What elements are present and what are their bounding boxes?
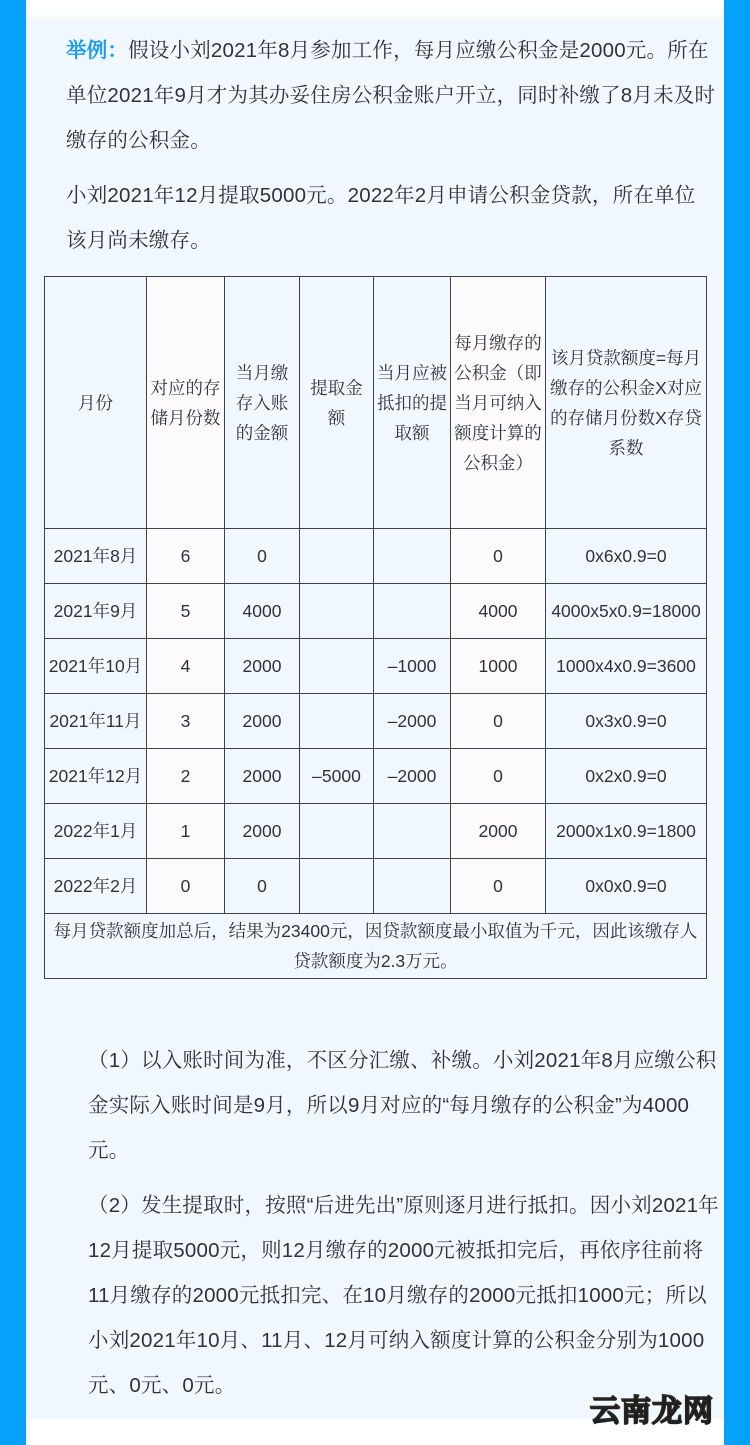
- cell-deposit: 2000: [225, 804, 300, 859]
- header-month: 月份: [45, 277, 147, 529]
- cell-formula: 4000x5x0.9=18000: [546, 584, 707, 639]
- cell-offset: –1000: [374, 639, 451, 694]
- cell-deposit: 4000: [225, 584, 300, 639]
- cell-deposit: 2000: [225, 694, 300, 749]
- cell-countable: 4000: [451, 584, 546, 639]
- table-row: [45, 694, 707, 749]
- table-row: [45, 749, 707, 804]
- table-header: [45, 277, 707, 529]
- cell-month: 2022年1月: [45, 804, 147, 859]
- table-row: [45, 584, 707, 639]
- table-header-row: [45, 277, 707, 529]
- note-item-2: （2）发生提取时，按照“后进先出”原则逐月进行抵扣。因小刘2021年12月提取5000元，则12月缴存的2000元被抵扣完后，再依序往前将11月缴存的2000元抵扣完、在10月缴存的2000元抵扣1000元；所以小刘2021年10月、11月、12月可纳入额度计算的公积金分别为1000元、0元、0元。: [88, 1194, 719, 1397]
- cell-formula: 1000x4x0.9=3600: [546, 639, 707, 694]
- cell-months-count: 1: [147, 804, 225, 859]
- table-summary-row: [45, 914, 707, 979]
- left-edge-strip: [0, 0, 26, 1445]
- cell-withdraw: [300, 859, 374, 914]
- cell-countable: 0: [451, 529, 546, 584]
- table-row: [45, 639, 707, 694]
- cell-months-count: 5: [147, 584, 225, 639]
- cell-withdraw: [300, 584, 374, 639]
- header-months-count: 对应的存储月份数: [147, 277, 225, 529]
- cell-month: 2021年11月: [45, 694, 147, 749]
- cell-months-count: 4: [147, 639, 225, 694]
- table-body: [45, 529, 707, 914]
- site-watermark: 云南龙网: [590, 1394, 714, 1429]
- header-offset: 当月应被抵扣的提取额: [374, 277, 451, 529]
- cell-withdraw: [300, 639, 374, 694]
- cell-countable: 0: [451, 859, 546, 914]
- table-row: [45, 859, 707, 914]
- cell-withdraw: –5000: [300, 749, 374, 804]
- example-label: 举例：: [66, 39, 129, 62]
- cell-formula: 0x0x0.9=0: [546, 859, 707, 914]
- header-formula: 该月贷款额度=每月缴存的公积金X对应的存储月份数X存贷系数: [546, 277, 707, 529]
- cell-countable: 2000: [451, 804, 546, 859]
- cell-withdraw: [300, 529, 374, 584]
- right-edge-strip: [724, 0, 750, 1445]
- table-row: [45, 804, 707, 859]
- cell-offset: [374, 584, 451, 639]
- cell-withdraw: [300, 804, 374, 859]
- second-paragraph: 小刘2021年12月提取5000元。2022年2月申请公积金贷款，所在单位该月尚未缴存。: [66, 184, 696, 252]
- cell-countable: 0: [451, 749, 546, 804]
- cell-month: 2022年2月: [45, 859, 147, 914]
- cell-offset: [374, 859, 451, 914]
- cell-offset: [374, 804, 451, 859]
- cell-countable: 1000: [451, 639, 546, 694]
- header-deposit: 当月缴存入账的金额: [225, 277, 300, 529]
- summary-text: 每月贷款额度加总后，结果为23400元，因贷款额度最小取值为千元，因此该缴存人贷款额度为2.3万元。: [45, 914, 707, 979]
- cell-months-count: 3: [147, 694, 225, 749]
- table-row: [45, 529, 707, 584]
- cell-formula: 0x3x0.9=0: [546, 694, 707, 749]
- content-pane: [26, 8, 724, 1419]
- cell-month: 2021年8月: [45, 529, 147, 584]
- cell-formula: 2000x1x0.9=1800: [546, 804, 707, 859]
- note-item-1: （1）以入账时间为准，不区分汇缴、补缴。小刘2021年8月应缴公积金实际入账时间是9月，所以9月对应的“每月缴存的公积金”为4000元。: [88, 1049, 717, 1162]
- cell-deposit: 0: [225, 529, 300, 584]
- header-withdraw: 提取金额: [300, 277, 374, 529]
- top-fade-overlay: [26, 8, 724, 22]
- cell-offset: [374, 529, 451, 584]
- intro-body-text: 假设小刘2021年8月参加工作，每月应缴公积金是2000元。所在单位2021年9月才为其办妥住房公积金账户开立，同时补缴了8月未及时缴存的公积金。: [66, 39, 716, 152]
- cell-deposit: 2000: [225, 749, 300, 804]
- table-footer: [45, 914, 707, 979]
- cell-month: 2021年9月: [45, 584, 147, 639]
- cell-countable: 0: [451, 694, 546, 749]
- cell-formula: 0x2x0.9=0: [546, 749, 707, 804]
- cell-month: 2021年10月: [45, 639, 147, 694]
- header-countable: 每月缴存的公积金（即当月可纳入额度计算的公积金）: [451, 277, 546, 529]
- cell-withdraw: [300, 694, 374, 749]
- cell-months-count: 2: [147, 749, 225, 804]
- cell-offset: –2000: [374, 749, 451, 804]
- cell-offset: –2000: [374, 694, 451, 749]
- cell-month: 2021年12月: [45, 749, 147, 804]
- cell-months-count: 6: [147, 529, 225, 584]
- intro-paragraph: [66, 28, 716, 163]
- loan-quota-table: [44, 276, 707, 979]
- cell-deposit: 2000: [225, 639, 300, 694]
- cell-formula: 0x6x0.9=0: [546, 529, 707, 584]
- cell-deposit: 0: [225, 859, 300, 914]
- cell-months-count: 0: [147, 859, 225, 914]
